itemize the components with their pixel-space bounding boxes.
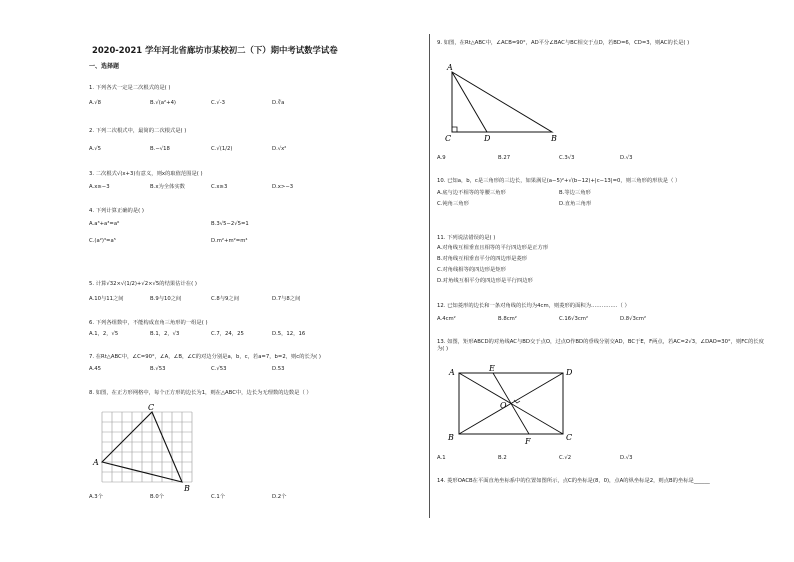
q8-label-b: B (184, 484, 190, 492)
q8-option-d: D.2个 (272, 494, 287, 500)
q5-option-b: B.9与10之间 (150, 296, 182, 302)
q12-option-a: A.4cm² (437, 316, 456, 322)
q1-option-b: B.√(a²+4) (150, 100, 177, 106)
q13-option-a: A.1 (437, 455, 446, 461)
q4-option-b: B.3√5−2√5=1 (211, 221, 249, 227)
q11-option-b: B.对角线互相垂直平分的四边形是菱形 (437, 256, 528, 262)
q6-option-b: B.1，2，√3 (150, 331, 180, 337)
q5-option-a: A.10与11之间 (89, 296, 124, 302)
q13-line-ef (493, 373, 529, 434)
q1-option-a: A.√8 (89, 100, 101, 106)
question-13: 13. 如图，矩形ABCD的对角线AC与BD交于点O，过点O作BD的垂线分别交AD，BC于E，F两点，若AC=2√3，∠DAO=30°，则FC的长度为( ) (437, 339, 764, 352)
q13-option-c: C.√2 (559, 455, 572, 461)
q8-grid-figure (92, 402, 202, 492)
q1-option-c: C.√-3 (211, 100, 226, 106)
q9-right-angle-mark (452, 127, 457, 132)
q3-option-b: B.x为全体实数 (150, 184, 185, 190)
q5-option-c: C.8与9之间 (211, 296, 240, 302)
q9-label-d: D (484, 134, 491, 143)
q7-option-a: A.45 (89, 366, 101, 372)
page-title: 2020-2021 学年河北省廊坊市某校初二（下）期中考试数学试卷 (92, 45, 338, 55)
q9-label-c: C (445, 134, 452, 143)
q10-option-d: D.直角三角形 (559, 201, 592, 207)
q9-label-a: A (447, 63, 453, 72)
q13-label-c: C (566, 433, 573, 442)
q4-option-c: C.(a²)³=a⁵ (89, 238, 116, 244)
q8-option-b: B.0个 (150, 494, 164, 500)
q13-rectangle-figure (445, 362, 580, 447)
q8-label-c: C (148, 403, 155, 412)
q9-label-b: B (551, 134, 557, 143)
q13-label-a: A (449, 368, 455, 377)
q6-option-c: C.7，24，25 (211, 331, 244, 337)
q2-option-a: A.√5 (89, 146, 101, 152)
question-4: 4. 下列计算正确的是( ) (89, 208, 144, 214)
q9-option-b: B.27 (498, 155, 511, 161)
q13-label-b: B (448, 433, 454, 442)
q7-option-b: B.√53 (150, 366, 166, 372)
section-heading: 一、选择题 (89, 63, 120, 70)
q2-option-b: B.−√18 (150, 146, 170, 152)
q10-option-a: A.底与边不相等的等腰三角形 (437, 190, 506, 196)
q10-option-b: B.等边三角形 (559, 190, 591, 196)
q9-option-c: C.3√3 (559, 155, 575, 161)
q7-option-c: C.√53 (211, 366, 227, 372)
question-9: 9. 如图，在Rt△ABC中，∠ACB=90°，AD平分∠BAC与BC相交于点D，若BD=6，CD=3，则AC的长是( ) (437, 40, 690, 46)
q3-option-c: C.x≥3 (211, 184, 228, 190)
question-12: 12. 已知菱形的边长和一条对角线的长均为4cm，则菱形的面积为……………（ ） (437, 303, 630, 309)
q4-option-a: A.a³+a³=a⁶ (89, 221, 120, 227)
q1-option-d: D.∛a (272, 100, 285, 106)
q5-option-d: D.7与8之间 (272, 296, 301, 302)
q8-option-a: A.3个 (89, 494, 103, 500)
question-2: 2. 下列二次根式中，最简的二次根式是( ) (89, 128, 187, 134)
q8-label-a: A (93, 458, 99, 467)
question-6: 6. 下列各组数中，不能构成直角三角形的一组是( ) (89, 320, 208, 326)
q13-option-d: D.√3 (620, 455, 633, 461)
question-14: 14. 菱形OACB在平面直角坐标系中的位置如图所示，点C的坐标是(8，0)，点A的纵坐标是2，则点B的坐标是______ (437, 478, 710, 484)
question-3: 3. 二次根式√(x+3)有意义，则x的取值范围是( ) (89, 171, 203, 177)
q9-option-d: D.√3 (620, 155, 633, 161)
q11-option-d: D.对角线互相平分的四边形是平行四边形 (437, 278, 533, 284)
q10-option-c: C.钝角三角形 (437, 201, 469, 207)
q2-option-c: C.√(1/2) (211, 146, 233, 152)
q7-option-d: D.53 (272, 366, 285, 372)
q12-option-c: C.16√3cm² (559, 316, 589, 322)
question-7: 7. 在Rt△ABC中，∠C=90°，∠A，∠B，∠C的对边分别是a，b，c，若a=7，b=2，则c的长为( ) (89, 354, 321, 360)
q6-option-d: D.5，12，16 (272, 331, 306, 337)
q9-option-a: A.9 (437, 155, 446, 161)
q13-option-b: B.2 (498, 455, 507, 461)
q13-label-d: D (566, 368, 573, 377)
question-11: 11. 下列说法错误的是( ) (437, 235, 496, 241)
q11-option-c: C.对角线相等的四边形是矩形 (437, 267, 506, 273)
q2-option-d: D.√x² (272, 146, 287, 152)
q8-grid-lines (102, 412, 192, 482)
q9-bisector-ad (452, 72, 487, 132)
q6-option-a: A.1，2，√5 (89, 331, 119, 337)
q13-label-f: F (525, 437, 531, 446)
question-5: 5. 计算√32×√(1/2)+√2×√5的结果估计在( ) (89, 281, 197, 287)
q13-label-e: E (489, 364, 495, 373)
q12-option-b: B.8cm² (498, 316, 517, 322)
q9-triangle (452, 72, 552, 132)
q13-label-o: O (500, 401, 507, 410)
q11-option-a: A.对角线互相垂直且相等的平行四边形是正方形 (437, 245, 549, 251)
column-divider (429, 34, 430, 518)
q8-option-c: C.1个 (211, 494, 226, 500)
q4-option-d: D.m²+m²=m⁴ (211, 238, 248, 244)
q12-option-d: D.8√3cm² (620, 316, 647, 322)
question-10: 10. 已知a，b，c是三角形的三边长，如果满足(a−5)²+√(b−12)+|c−13|=0，则三角形的形状是（ ） (437, 178, 681, 184)
q9-triangle-figure (440, 62, 565, 144)
question-8: 8. 如图，在正方形网格中，每个正方形的边长为1，则在△ABC中，边长为无理数的边数是（ ） (89, 390, 312, 396)
question-1: 1. 下列各式一定是二次根式的是( ) (89, 85, 171, 91)
q3-option-a: A.x≥−3 (89, 184, 110, 190)
q3-option-d: D.x>−3 (272, 184, 294, 190)
